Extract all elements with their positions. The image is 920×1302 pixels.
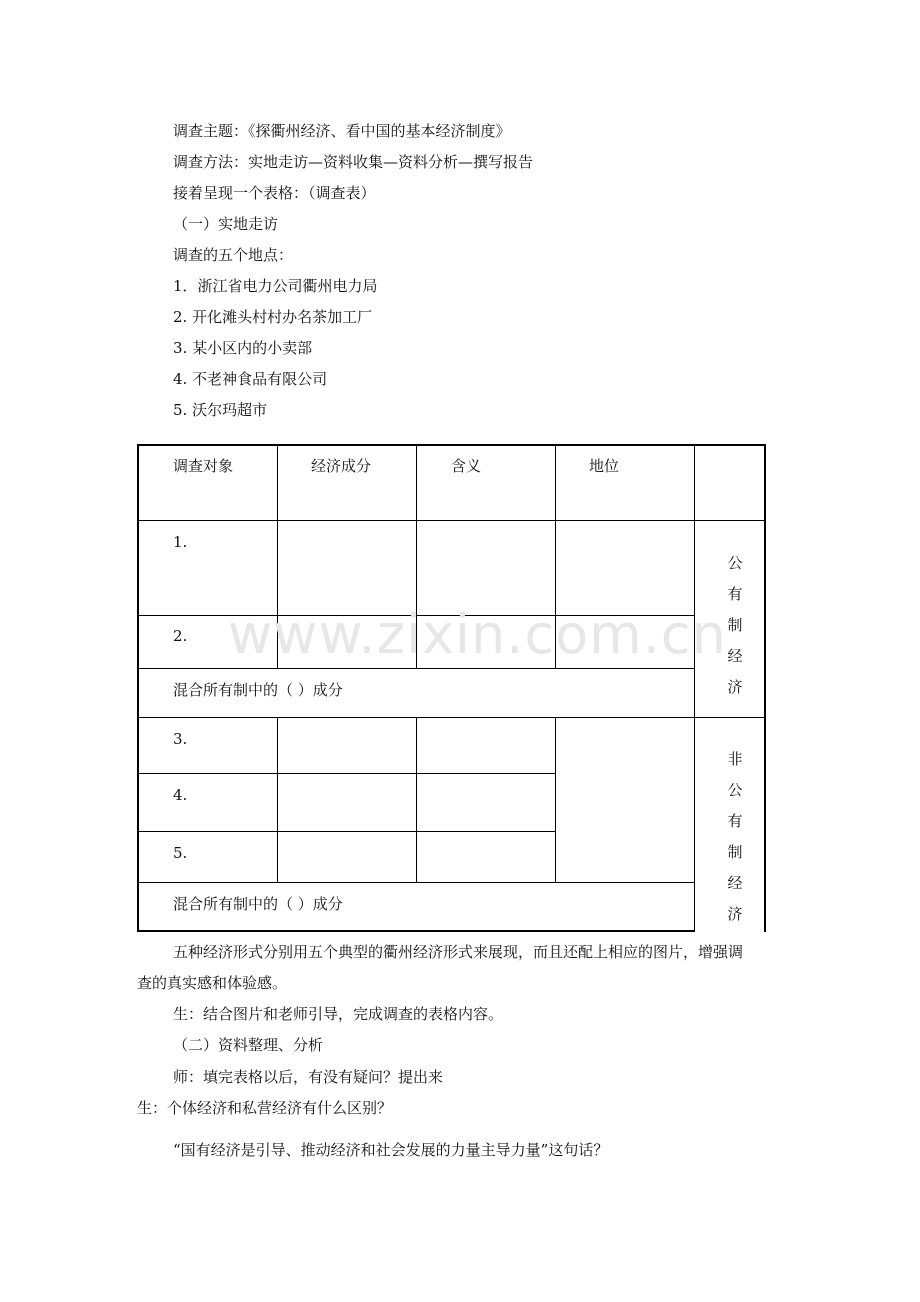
nonpublic-economy-label: 非 公 有 制 经 济 — [727, 750, 743, 923]
table-rule — [416, 717, 417, 883]
table-border-top — [137, 444, 766, 446]
header-status: 地位 — [589, 457, 620, 475]
teacher-question: 师：填完表格以后，有没有疑问？提出来 — [173, 1068, 444, 1086]
row-label-3: 3. — [173, 730, 188, 748]
table-rule — [694, 444, 695, 932]
table-intro: 接着呈现一个表格：（调查表） — [173, 184, 376, 202]
student-response-1: 生：结合图片和老师引导，完成调查的表格内容。 — [173, 1005, 504, 1023]
survey-method: 调查方法：实地走访—资料收集—资料分析—撰写报告 — [173, 153, 534, 171]
table-rule — [137, 717, 766, 718]
row-label-4: 4. — [173, 786, 188, 804]
header-meaning: 含义 — [451, 457, 482, 475]
section-heading-1: （一）实地走访 — [173, 215, 279, 233]
survey-topic: 调查主题：《探衢州经济、看中国的基本经济制度》 — [173, 122, 511, 140]
table-rule — [137, 773, 556, 774]
watermark: www.zixin.com.cn — [228, 603, 727, 666]
mixed-ownership-public: 混合所有制中的（ ）成分 — [173, 681, 343, 699]
row-label-2: 2. — [173, 627, 188, 645]
paragraph-line: 查的真实感和体验感。 — [137, 974, 288, 992]
table-rule — [137, 831, 556, 832]
row-label-1: 1. — [173, 533, 188, 551]
paragraph-line: 五种经济形式分别用五个典型的衢州经济形式来展现，而且还配上相应的图片，增强调 — [173, 943, 744, 961]
place-item: 5. 沃尔玛超市 — [173, 401, 268, 419]
student-question: 生：个体经济和私营经济有什么区别？ — [137, 1099, 393, 1117]
table-border-bottom — [137, 930, 695, 932]
public-economy-label: 公 有 制 经 济 — [727, 554, 743, 696]
place-item: 2. 开化滩头村村办名茶加工厂 — [173, 308, 373, 326]
place-item: 1．浙江省电力公司衢州电力局 — [173, 277, 378, 295]
table-border-right — [764, 444, 766, 932]
header-survey-object: 调查对象 — [173, 457, 234, 475]
section-heading-2: （二）资料整理、分析 — [173, 1036, 324, 1054]
place-item: 4. 不老神食品有限公司 — [173, 370, 328, 388]
header-economic-component: 经济成分 — [311, 457, 372, 475]
table-rule — [555, 717, 556, 883]
table-rule — [416, 444, 417, 669]
place-item: 3. 某小区内的小卖部 — [173, 339, 313, 357]
table-rule — [555, 444, 556, 669]
table-rule — [277, 717, 278, 883]
row-label-5: 5. — [173, 844, 188, 862]
mixed-ownership-nonpublic: 混合所有制中的（ ）成分 — [173, 895, 343, 913]
table-border-left — [137, 444, 139, 932]
table-rule — [277, 444, 278, 669]
quote-question: “国有经济是引导、推动经济和社会发展的力量主导力量”这句话？ — [173, 1141, 609, 1159]
places-title: 调查的五个地点： — [173, 246, 294, 264]
table-rule — [137, 520, 766, 521]
